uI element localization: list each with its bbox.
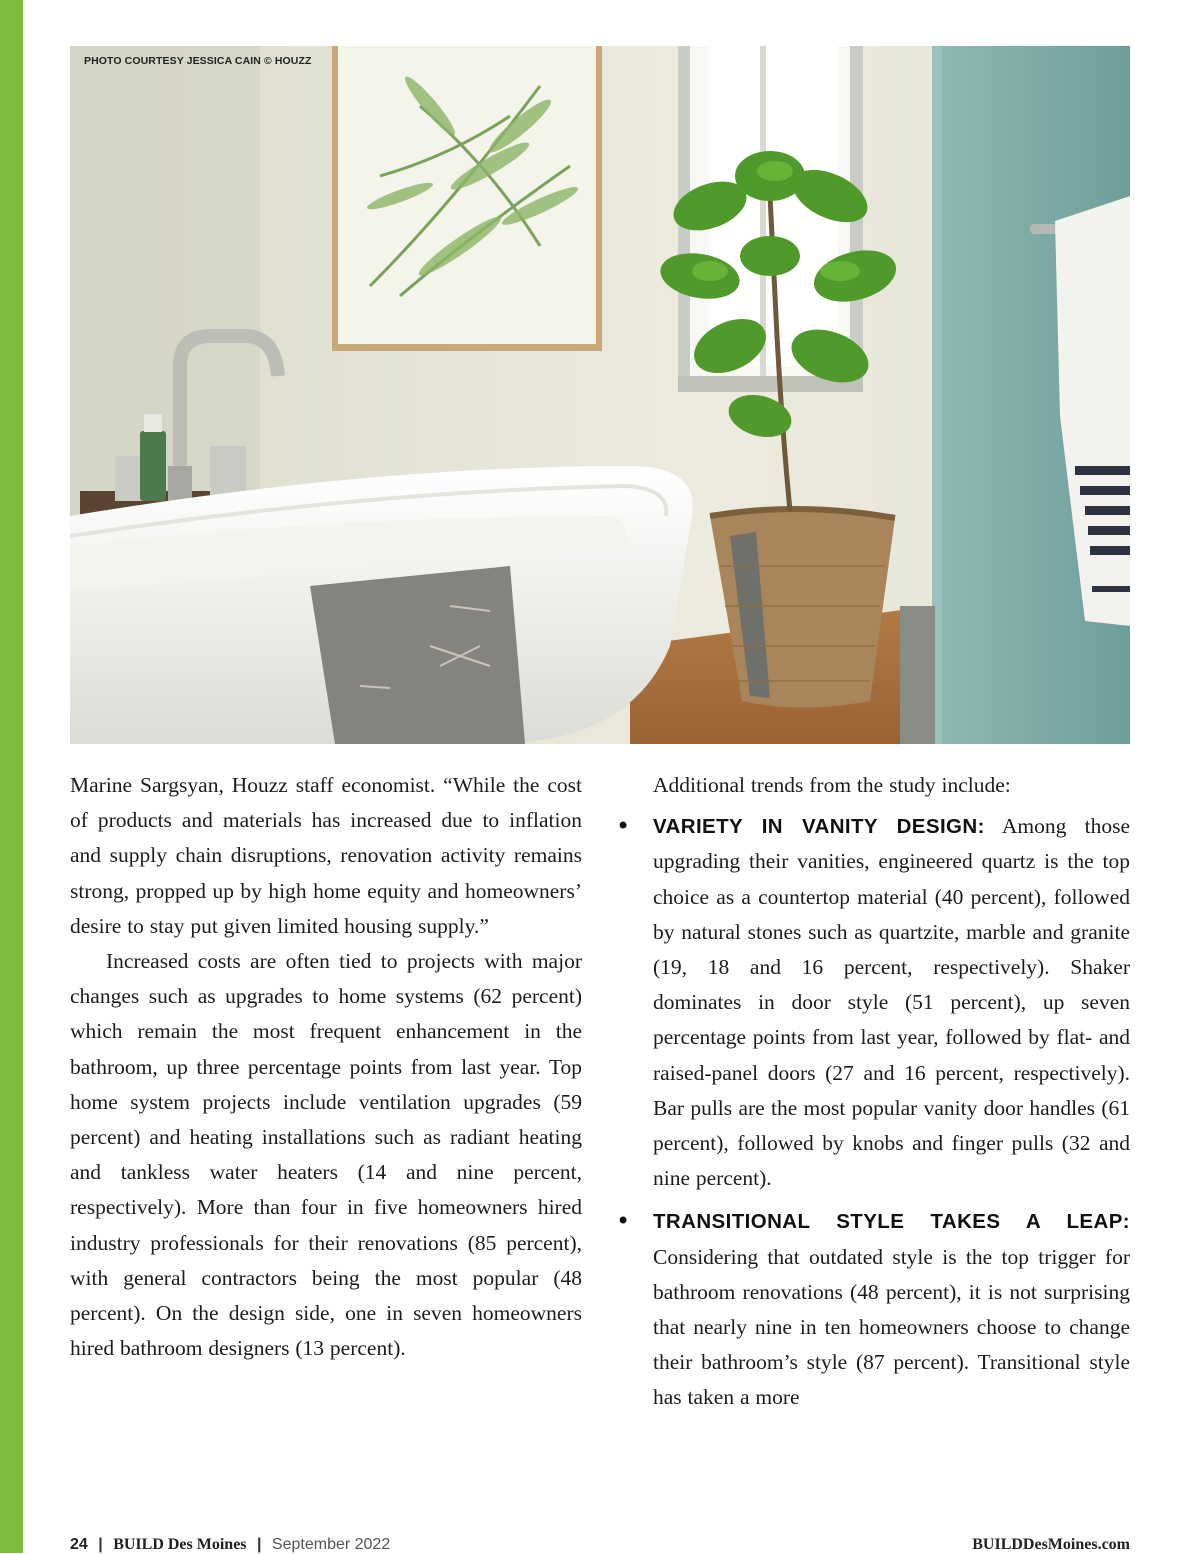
footer-separator: |: [98, 1536, 103, 1553]
left-column: [70, 768, 582, 1366]
bullet-icon: •: [616, 812, 631, 841]
website-url: BUILDDesMoines.com: [972, 1536, 1130, 1553]
list-item: [614, 1204, 1130, 1415]
bullet-text: Among those upgrading their vanities, engineered quartz is the top choice as a countertop material (40 percent), followed by natural stones such as quartzite, marble and granite (19, 18 and 16 percent, respectively). Shaker dominates in door style (51 percent), up seven percentage points from last year, followed by flat- and raised-panel doors (27 and 16 percent, respectively). Bar pulls are the most popular vanity door handles (61 percent), followed by knobs and finger pulls (32 and nine percent).: [653, 814, 1130, 1191]
bathroom-photo: [70, 46, 1130, 744]
bullet-heading: TRANSITIONAL STYLE TAKES A LEAP:: [653, 1210, 1130, 1234]
issue-date: September 2022: [271, 1536, 391, 1553]
footer-separator: |: [256, 1536, 262, 1553]
publication-name: BUILD Des Moines: [113, 1536, 247, 1553]
footer-info: [70, 1536, 396, 1554]
body-paragraph: Increased costs are often tied to projects with major changes such as upgrades to home systems (62 percent) which remain the most frequent enhancement in the bathroom, up three percentage points from last year. Top home system projects include ventilation upgrades (59 percent) and heating installations such as radiant heating and tankless water heaters (14 and nine percent, respectively). More than four in five homeowners hired industry professionals for their renovations (85 percent), with general contractors being the most popular (48 percent). On the design side, one in seven homeowners hired bathroom designers (13 percent).: [70, 949, 582, 1361]
list-item: [614, 809, 1130, 1196]
page-footer: [70, 1536, 1130, 1554]
bathroom-illustration: [70, 46, 1130, 744]
trends-list: [614, 809, 1130, 1415]
trends-intro: Additional trends from the study include:: [653, 773, 1011, 797]
right-column: [614, 768, 1130, 1424]
bullet-icon: •: [616, 1207, 631, 1236]
bullet-heading: VARIETY IN VANITY DESIGN:: [653, 815, 985, 839]
accent-bar: [0, 0, 23, 1553]
body-paragraph: Marine Sargsyan, Houzz staff economist. “While the cost of products and materials has increased due to inflation and supply chain disruptions, renovation activity remains strong, propped up by high home equity and homeowners’ desire to stay put given limited housing supply.”: [70, 773, 582, 938]
photo-credit: PHOTO COURTESY JESSICA CAIN © HOUZZ: [84, 55, 312, 67]
page-number: 24: [70, 1536, 88, 1553]
bullet-text: Considering that outdated style is the top trigger for bathroom renovations (48 percent), it is not surprising that nearly nine in ten homeowners choose to change their bathroom’s style (87 percent). Transitional style has taken a more: [653, 1244, 1130, 1410]
